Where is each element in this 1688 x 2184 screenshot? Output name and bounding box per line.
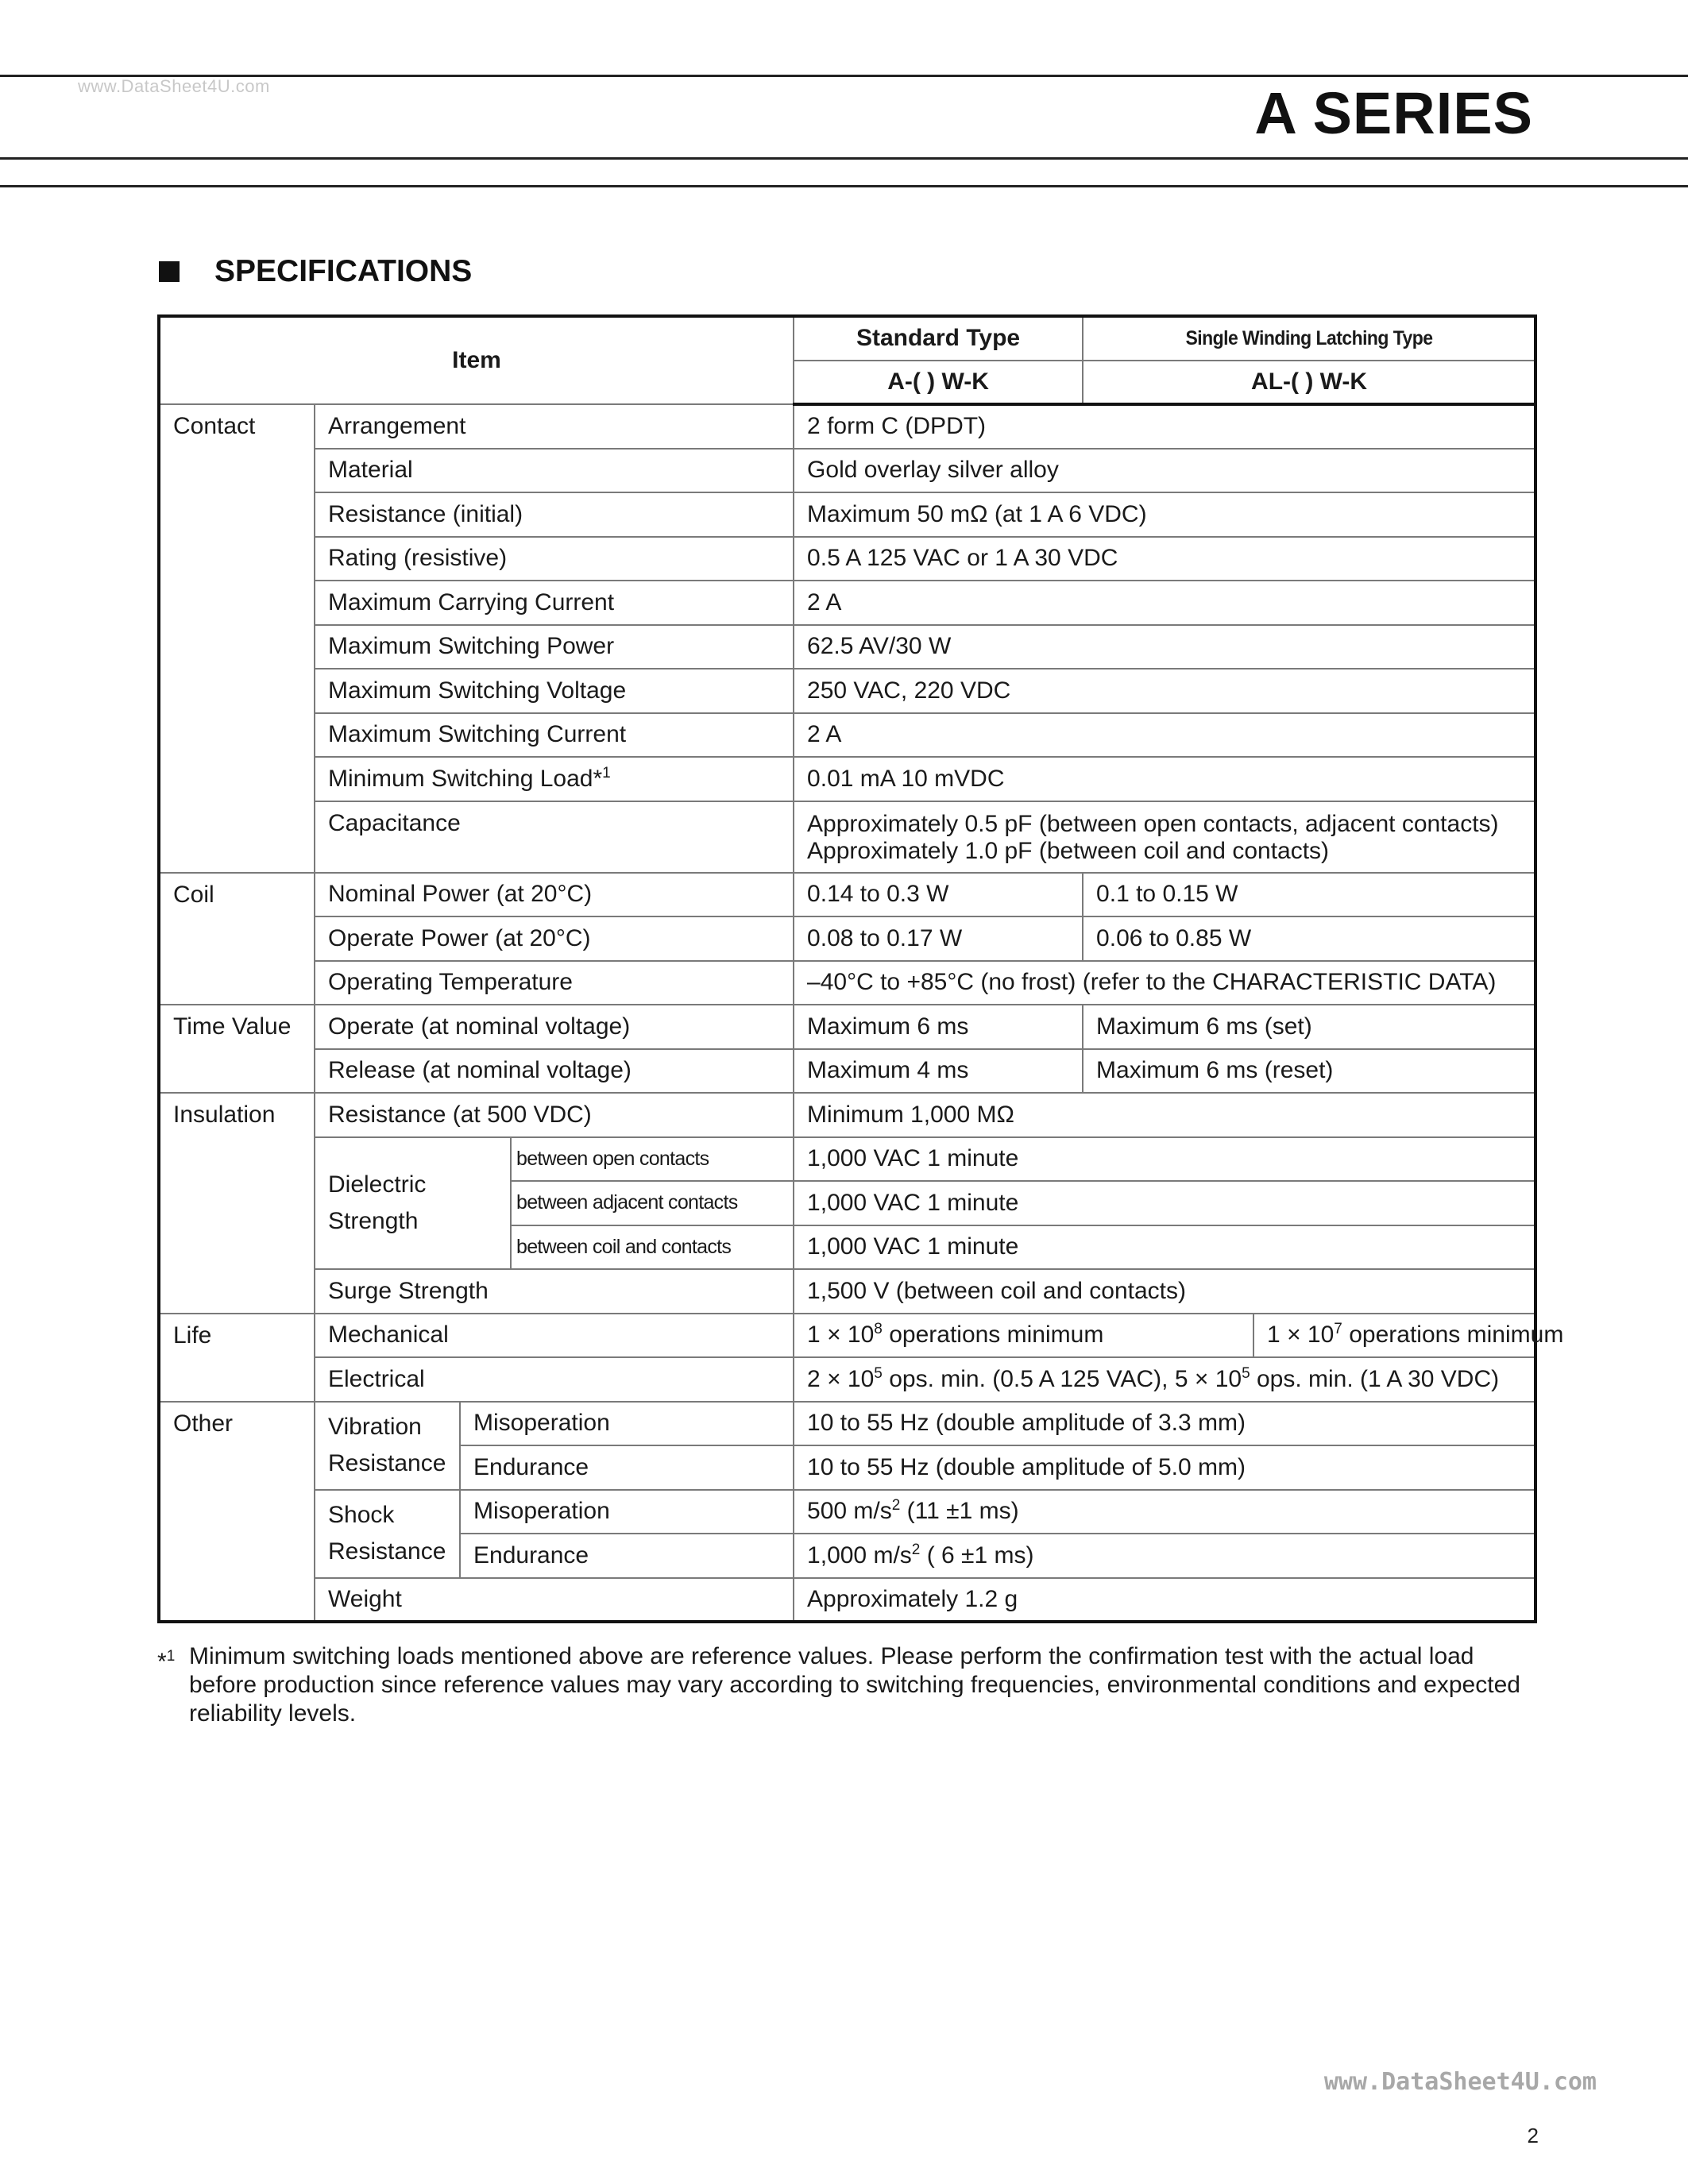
value-exponent: 2 — [891, 1497, 901, 1515]
table-row — [159, 757, 1535, 801]
row-value: 0.01 mA 10 mVDC — [794, 757, 1535, 801]
row-label: Electrical — [315, 1357, 794, 1402]
row-label: Maximum Switching Current — [315, 713, 794, 758]
row-value-single: 0.1 to 0.15 W — [1083, 873, 1535, 917]
value-exponent: 7 — [1334, 1321, 1342, 1338]
header-item: Item — [159, 316, 794, 404]
value-exponent: 5 — [1242, 1364, 1250, 1382]
value-exponent: 5 — [874, 1364, 883, 1382]
row-value: 1,000 VAC 1 minute — [794, 1225, 1535, 1270]
footnote-mark: 1 — [602, 764, 611, 781]
row-value — [794, 801, 1535, 873]
row-value: 0.5 A 125 VAC or 1 A 30 VDC — [794, 537, 1535, 581]
row-value: 1,500 V (between coil and contacts) — [794, 1269, 1535, 1314]
row-label: Mechanical — [315, 1314, 794, 1358]
category-coil: Coil — [159, 873, 315, 1005]
table-row — [159, 961, 1535, 1005]
table-row — [159, 404, 1535, 449]
row-label: Endurance — [460, 1445, 794, 1490]
row-value-standard: Maximum 6 ms — [794, 1005, 1083, 1049]
row-label: Weight — [315, 1578, 794, 1623]
specifications-table — [157, 314, 1564, 1623]
row-value: Approximately 1.2 g — [794, 1578, 1535, 1623]
footnote-asterisk: * — [157, 1649, 167, 1675]
row-value-single: 0.06 to 0.85 W — [1083, 916, 1535, 961]
value-part: ( 6 ±1 ms) — [920, 1542, 1034, 1569]
row-value: 250 VAC, 220 VDC — [794, 669, 1535, 713]
row-label: Operate Power (at 20°C) — [315, 916, 794, 961]
row-label: between open contacts — [511, 1137, 794, 1182]
header-standard-model: A-( ) W-K — [794, 361, 1083, 405]
footnote-text: Minimum switching loads mentioned above are reference values. Please perform the confirmation test with the actual load before production since reference values may vary according to switching frequencies, environmental conditions and expected reliability levels. — [189, 1643, 1520, 1727]
table-row — [159, 669, 1535, 713]
value-exponent: 8 — [874, 1321, 883, 1338]
row-value — [794, 1534, 1535, 1578]
table-row — [159, 1269, 1535, 1314]
row-value: –40°C to +85°C (no frost) (refer to the CHARACTERISTIC DATA) — [794, 961, 1535, 1005]
value-part: (11 ±1 ms) — [900, 1498, 1019, 1525]
table-row — [159, 916, 1535, 961]
table-row — [159, 1005, 1535, 1049]
row-label: Endurance — [460, 1534, 794, 1578]
category-other: Other — [159, 1402, 315, 1623]
row-value-standard — [794, 1314, 1253, 1358]
row-label: between coil and contacts — [511, 1225, 794, 1270]
value-part: operations minimum — [882, 1322, 1104, 1349]
row-value: Gold overlay silver alloy — [794, 449, 1535, 493]
square-bullet-icon — [159, 261, 180, 282]
row-label: Operating Temperature — [315, 961, 794, 1005]
section-title: SPECIFICATIONS — [214, 254, 473, 288]
row-label: between adjacent contacts — [511, 1181, 794, 1225]
capacitance-line-2: Approximately 1.0 pF (between coil and contacts) — [807, 837, 1330, 864]
row-label: Resistance (at 500 VDC) — [315, 1093, 794, 1137]
row-value: 1,000 VAC 1 minute — [794, 1137, 1535, 1182]
value-part: 500 m/s — [807, 1498, 892, 1525]
table-row — [159, 873, 1535, 917]
section-heading — [159, 253, 472, 291]
row-value: Maximum 50 mΩ (at 1 A 6 VDC) — [794, 492, 1535, 537]
table-row — [159, 1093, 1535, 1137]
value-part: 1 × 10 — [807, 1322, 875, 1349]
row-label: Release (at nominal voltage) — [315, 1049, 794, 1094]
table-row — [159, 492, 1535, 537]
series-title: A SERIES — [1254, 80, 1533, 146]
table-row — [159, 713, 1535, 758]
value-part: ops. min. (0.5 A 125 VAC), 5 × 10 — [882, 1365, 1242, 1392]
footer-watermark: www.DataSheet4U.com — [1323, 2068, 1597, 2096]
row-label: Nominal Power (at 20°C) — [315, 873, 794, 917]
footnote — [157, 1642, 1539, 1728]
table-row — [159, 1578, 1535, 1623]
header-rule-bottom — [0, 185, 1688, 187]
table-header-row — [159, 316, 1535, 361]
category-contact: Contact — [159, 404, 315, 873]
subcategory-dielectric-strength: Dielectric Strength — [315, 1137, 511, 1270]
row-value-standard: 0.14 to 0.3 W — [794, 873, 1083, 917]
page-number: 2 — [1527, 2124, 1539, 2147]
row-value: 2 A — [794, 713, 1535, 758]
row-value: 2 A — [794, 581, 1535, 625]
subcategory-shock-resistance: Shock Resistance — [315, 1490, 460, 1578]
table-row — [159, 1314, 1535, 1358]
table-row — [159, 537, 1535, 581]
capacitance-line-1: Approximately 0.5 pF (between open contacts, adjacent contacts) — [807, 810, 1499, 837]
row-label: Material — [315, 449, 794, 493]
header-standard-type: Standard Type — [794, 316, 1083, 361]
category-insulation: Insulation — [159, 1093, 315, 1314]
row-label: Surge Strength — [315, 1269, 794, 1314]
row-value — [794, 1357, 1535, 1402]
footnote-number: 1 — [166, 1648, 176, 1665]
row-value-standard: 0.08 to 0.17 W — [794, 916, 1083, 961]
row-value: 62.5 AV/30 W — [794, 625, 1535, 669]
row-value-latching: Maximum 6 ms (reset) — [1083, 1049, 1535, 1094]
row-label: Rating (resistive) — [315, 537, 794, 581]
table-row — [159, 449, 1535, 493]
table-row — [159, 1490, 1535, 1534]
row-label — [315, 757, 794, 801]
row-label: Misoperation — [460, 1490, 794, 1534]
row-label: Maximum Switching Power — [315, 625, 794, 669]
row-value: Minimum 1,000 MΩ — [794, 1093, 1535, 1137]
value-part: operations minimum — [1342, 1322, 1564, 1349]
row-label: Maximum Switching Voltage — [315, 669, 794, 713]
category-life: Life — [159, 1314, 315, 1402]
row-label: Arrangement — [315, 404, 794, 449]
value-part: 2 × 10 — [807, 1365, 875, 1392]
table-row — [159, 1049, 1535, 1094]
value-part: 1,000 m/s — [807, 1542, 912, 1569]
header-single-model: AL-( ) W-K — [1083, 361, 1535, 405]
table-row — [159, 801, 1535, 873]
table-row — [159, 1357, 1535, 1402]
value-part: ops. min. (1 A 30 VDC) — [1250, 1365, 1500, 1392]
table-row — [159, 1137, 1535, 1182]
header-watermark: www.DataSheet4U.com — [78, 76, 270, 96]
row-label: Maximum Carrying Current — [315, 581, 794, 625]
row-label-text: Minimum Switching Load* — [328, 765, 603, 792]
row-value: 10 to 55 Hz (double amplitude of 5.0 mm) — [794, 1445, 1535, 1490]
row-value — [794, 1490, 1535, 1534]
table-row — [159, 581, 1535, 625]
row-value-latching: Maximum 6 ms (set) — [1083, 1005, 1535, 1049]
row-value-latching — [1253, 1314, 1564, 1358]
row-value: 10 to 55 Hz (double amplitude of 3.3 mm) — [794, 1402, 1535, 1446]
table-row — [159, 1402, 1535, 1446]
row-value: 2 form C (DPDT) — [794, 404, 1535, 449]
category-time-value: Time Value — [159, 1005, 315, 1093]
value-part: 1 × 10 — [1267, 1322, 1335, 1349]
footnote-marker — [157, 1642, 175, 1677]
value-exponent: 2 — [911, 1541, 921, 1558]
row-label: Resistance (initial) — [315, 492, 794, 537]
row-value: 1,000 VAC 1 minute — [794, 1181, 1535, 1225]
header-rule-middle — [0, 157, 1688, 160]
table-row — [159, 625, 1535, 669]
row-label: Capacitance — [315, 801, 794, 873]
subcategory-vibration-resistance: Vibration Resistance — [315, 1402, 460, 1490]
row-label: Operate (at nominal voltage) — [315, 1005, 794, 1049]
row-label: Misoperation — [460, 1402, 794, 1446]
row-value-standard: Maximum 4 ms — [794, 1049, 1083, 1094]
header-single-winding: Single Winding Latching Type — [1101, 316, 1517, 361]
